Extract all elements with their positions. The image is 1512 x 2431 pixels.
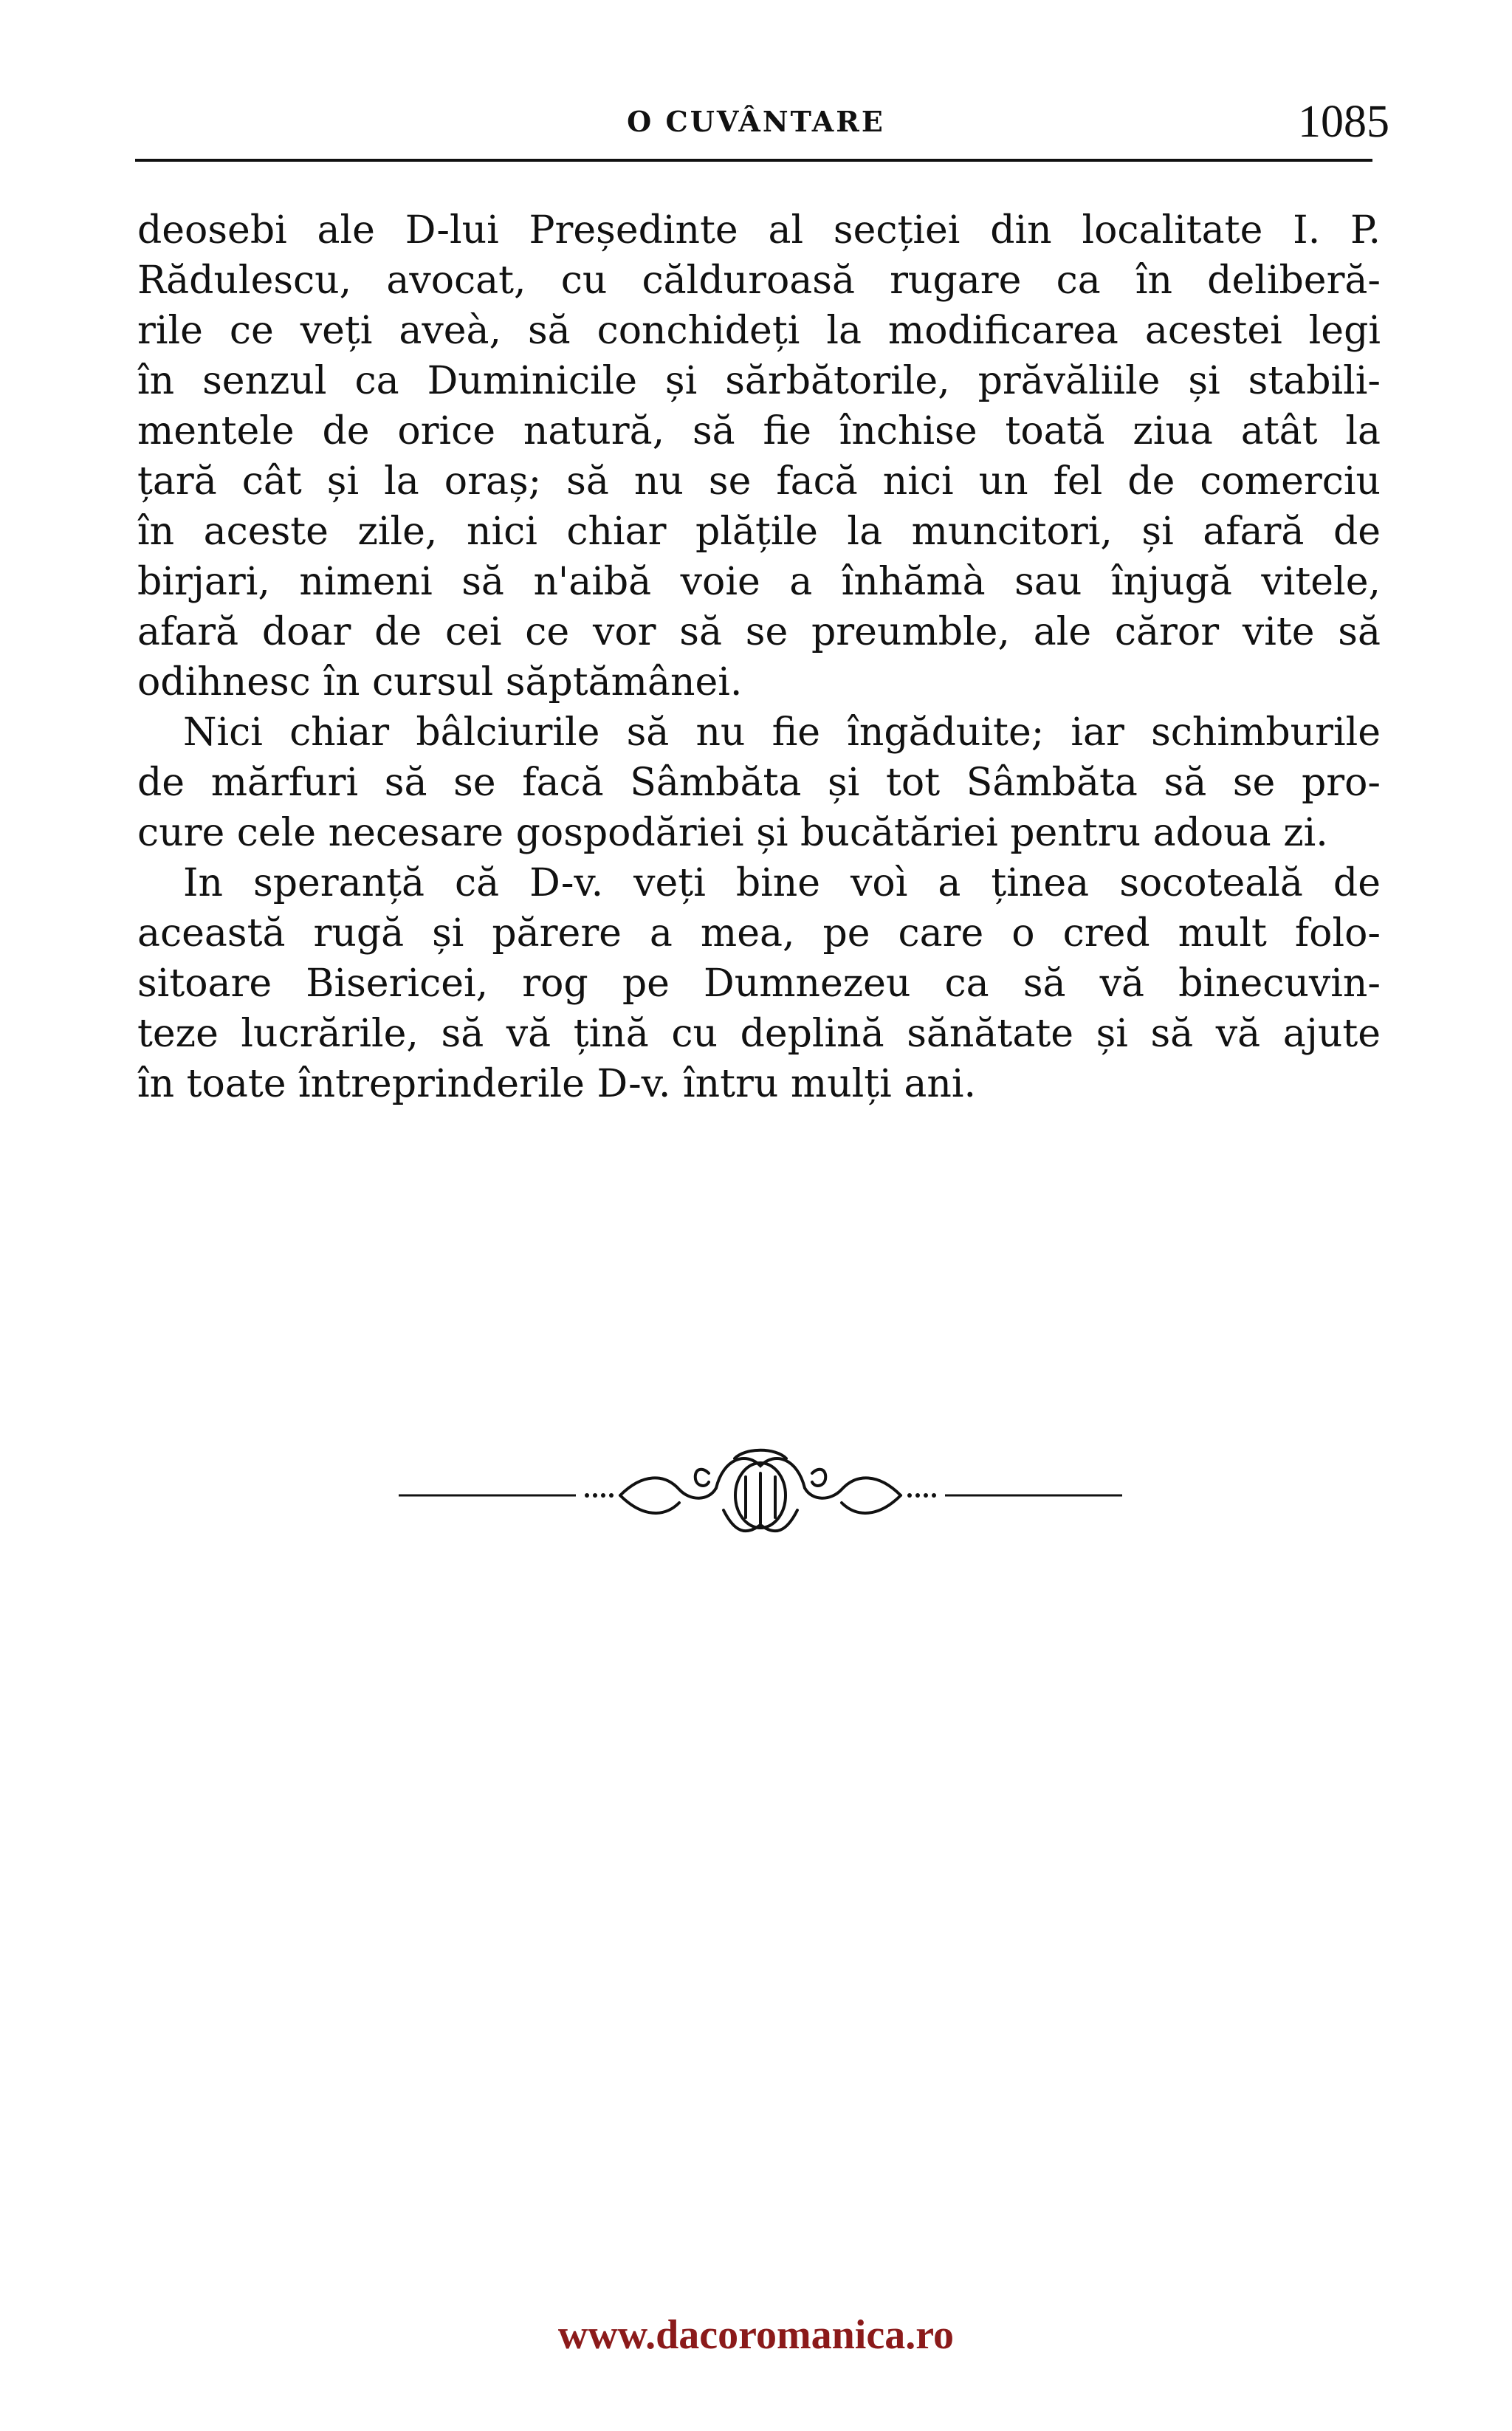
fleuron-ornament-icon [399, 1444, 1122, 1547]
text-line: birjari, nimeni să n'aibă voie a înhămà sau înjugă vitele, [137, 560, 1381, 604]
running-head [0, 96, 1512, 155]
text-line: rile ce veți aveà, să conchideți la modificarea acestei legi [137, 309, 1381, 353]
text-line: această rugă și părere a mea, pe care o cred mult folo- [137, 911, 1381, 956]
header-rule [135, 159, 1372, 162]
paragraph-first-line: Nici chiar bâlciurile să nu fie îngăduite; iar schimburile [183, 710, 1381, 755]
watermark-url: www.dacoromanica.ro [557, 2312, 955, 2358]
text-line: de mărfuri să se facă Sâmbăta și tot Sâmbăta să se pro- [137, 761, 1381, 805]
text-line: țară cât și la oraș; să nu se facă nici un fel de comerciu [137, 459, 1381, 504]
text-line: Rădulescu, avocat, cu călduroasă rugare ca în deliberă- [137, 258, 1381, 303]
text-line: mentele de orice natură, să fie închise toată ziua atât la [137, 409, 1381, 453]
text-line: afară doar de cei ce vor să se preumble, ale căror vite să [137, 610, 1381, 654]
text-line: teze lucrările, să vă țină cu deplină sănătate și să vă ajute [137, 1012, 1381, 1056]
text-line: odihnesc în cursul săptămânei. [137, 660, 743, 704]
text-line: în senzul ca Duminicile și sărbătorile, prăvăliile și stabili- [137, 359, 1381, 403]
text-line: deosebi ale D-lui Președinte al secției din localitate I. P. [137, 208, 1381, 253]
running-title: O CUVÂNTARE [627, 105, 885, 138]
text-line: în toate întreprinderile D-v. întru mulți ani. [137, 1062, 976, 1106]
page-number: 1085 [1298, 97, 1389, 147]
text-line: în aceste zile, nici chiar plățile la muncitori, și afară de [137, 510, 1381, 554]
body-text [137, 205, 1381, 1109]
text-line: sitoare Bisericei, rog pe Dumnezeu ca să vă binecuvin- [137, 961, 1381, 1006]
paragraph-first-line: In speranță că D-v. veți bine voì a ținea socoteală de [183, 861, 1381, 905]
text-line: cure cele necesare gospodăriei și bucătăriei pentru adoua zi. [137, 811, 1328, 855]
